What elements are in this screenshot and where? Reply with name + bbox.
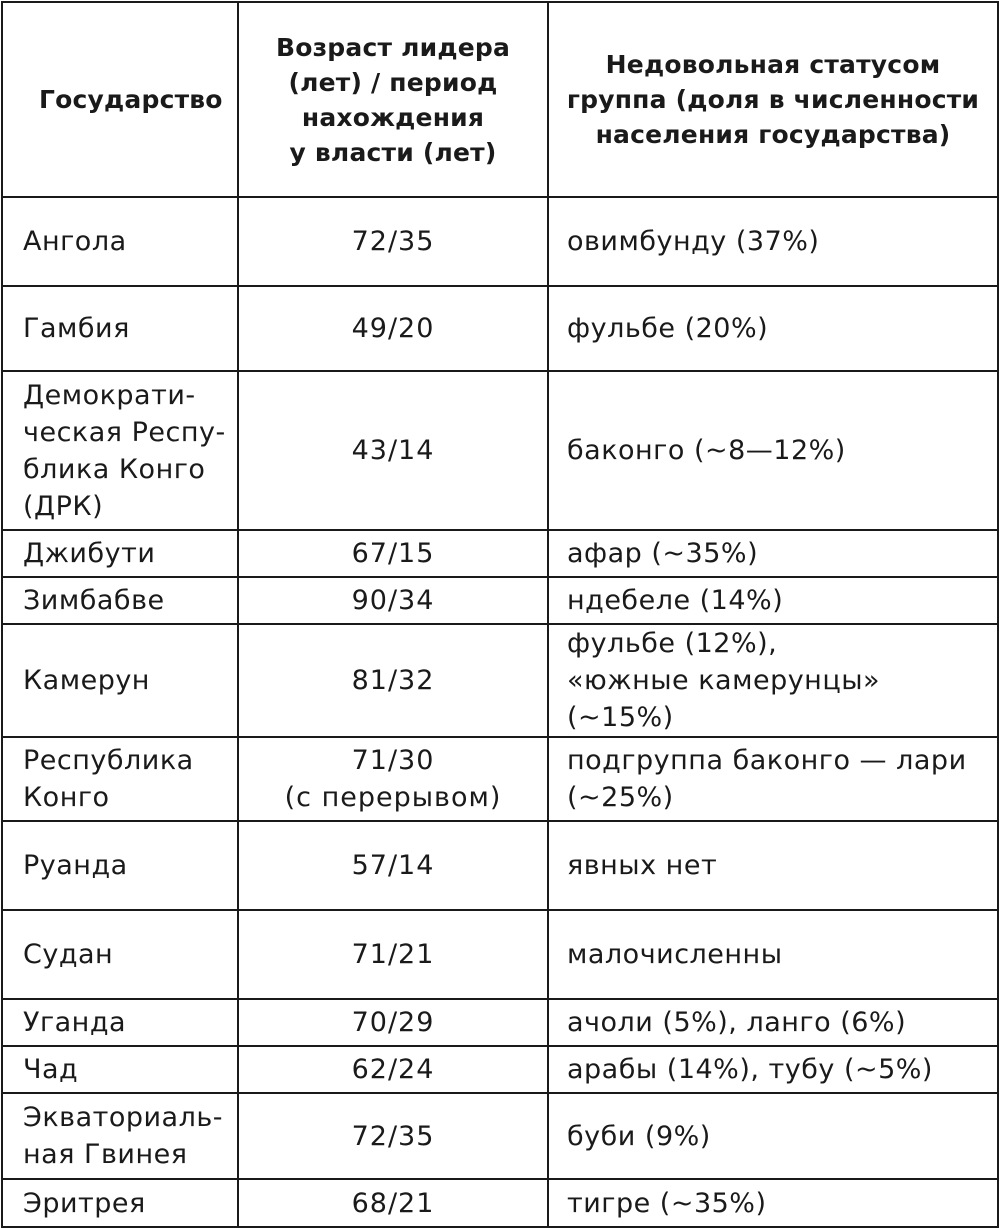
cell-leader	[238, 624, 548, 737]
cell-group-text: арабы (14%), тубу (~5%)	[567, 1054, 933, 1085]
cell-group	[548, 910, 998, 999]
cell-group-text: подгруппа баконго — лари	[567, 745, 967, 776]
cell-leader-text: 90/34	[351, 585, 435, 616]
cell-group	[548, 371, 998, 530]
cell-state	[2, 821, 238, 910]
table-row	[2, 910, 998, 999]
cell-group	[548, 1093, 998, 1179]
table-row	[2, 530, 998, 577]
cell-state	[2, 624, 238, 737]
header-leader-line: Возраст лидера	[275, 32, 511, 62]
cell-group-text: фульбе (12%),	[567, 628, 778, 659]
cell-state	[2, 530, 238, 577]
cell-leader	[238, 910, 548, 999]
cell-leader-text: 81/32	[351, 665, 435, 696]
header-group-line: Недовольная статусом	[605, 50, 941, 79]
cell-group-text: фульбе (20%)	[567, 313, 769, 344]
cell-state-text: Зимбабве	[23, 585, 165, 616]
cell-state-text: Ангола	[23, 226, 127, 257]
table-row	[2, 577, 998, 624]
cell-leader	[238, 1093, 548, 1179]
cell-state	[2, 577, 238, 624]
header-group-line: населения государства)	[595, 120, 951, 149]
cell-state	[2, 1093, 238, 1179]
table-row	[2, 1179, 998, 1227]
cell-group-text: буби (9%)	[567, 1120, 711, 1152]
cell-state-text: Судан	[23, 939, 114, 970]
table-row	[2, 624, 998, 737]
table-row	[2, 286, 998, 371]
header-leader-line: (лет) / период	[288, 67, 498, 97]
table-row	[2, 999, 998, 1046]
header-leader	[238, 2, 548, 197]
cell-group-text: малочисленны	[567, 939, 783, 970]
cell-leader	[238, 1046, 548, 1093]
cell-state	[2, 999, 238, 1046]
cell-leader	[238, 286, 548, 371]
cell-leader-text: (с перерывом)	[284, 782, 502, 813]
cell-group-text: ачоли (5%), ланго (6%)	[567, 1007, 907, 1038]
cell-group	[548, 577, 998, 624]
cell-group	[548, 530, 998, 577]
cell-group	[548, 286, 998, 371]
table-row	[2, 821, 998, 910]
cell-leader	[238, 577, 548, 624]
cell-leader	[238, 999, 548, 1046]
cell-leader	[238, 530, 548, 577]
cell-state-text: Демократи-	[23, 379, 196, 411]
cell-group	[548, 821, 998, 910]
header-group-line: группа (доля в численности	[566, 85, 980, 114]
cell-group-text: «южные камерунцы» (~15%)	[567, 665, 881, 733]
cell-leader	[238, 821, 548, 910]
cell-leader-text: 70/29	[351, 1007, 435, 1038]
header-state-text: Государство	[39, 85, 223, 114]
leaders-table	[1, 1, 999, 1228]
cell-state	[2, 737, 238, 821]
cell-group-text: тигре (~35%)	[567, 1187, 767, 1219]
cell-group	[548, 624, 998, 737]
cell-state-text: Конго	[23, 782, 110, 813]
cell-state-text: Уганда	[23, 1007, 127, 1038]
cell-leader-text: 43/14	[351, 435, 435, 466]
header-leader-line: у власти (лет)	[289, 137, 497, 167]
cell-group-text: (~25%)	[567, 782, 674, 813]
cell-leader-text: 57/14	[351, 850, 435, 881]
cell-state	[2, 197, 238, 286]
cell-state	[2, 371, 238, 530]
cell-group-text: ндебеле (14%)	[567, 585, 784, 616]
cell-state	[2, 1179, 238, 1227]
cell-state-text: Джибути	[23, 538, 156, 569]
cell-leader-text: 72/35	[351, 1120, 435, 1152]
cell-state-text: Эритрея	[23, 1187, 146, 1219]
table-row	[2, 737, 998, 821]
cell-group-text: явных нет	[567, 850, 718, 881]
cell-state-text: Республика	[23, 745, 194, 776]
cell-state-text: Гамбия	[23, 313, 130, 344]
cell-group	[548, 197, 998, 286]
cell-leader-text: 68/21	[351, 1187, 435, 1219]
cell-state-text: (ДРК)	[23, 490, 104, 522]
table-row	[2, 371, 998, 530]
cell-group	[548, 737, 998, 821]
cell-group-text: баконго (~8—12%)	[567, 435, 846, 466]
cell-state	[2, 1046, 238, 1093]
header-state	[2, 2, 238, 197]
cell-state-text: ная Гвинея	[23, 1139, 188, 1170]
cell-leader-text: 72/35	[351, 226, 435, 257]
table-row	[2, 197, 998, 286]
cell-leader	[238, 197, 548, 286]
cell-group-text: овимбунду (37%)	[567, 226, 820, 257]
cell-state-text: Камерун	[23, 665, 150, 696]
cell-leader-text: 67/15	[351, 538, 435, 569]
cell-group	[548, 1179, 998, 1227]
cell-state	[2, 286, 238, 371]
table-row	[2, 1093, 998, 1179]
header-group	[548, 2, 998, 197]
cell-state-text: ческая Респу-	[23, 416, 226, 448]
cell-group	[548, 1046, 998, 1093]
header-leader-line: нахождения	[301, 102, 485, 132]
cell-leader-text: 62/24	[351, 1054, 435, 1085]
cell-leader	[238, 1179, 548, 1227]
cell-leader	[238, 737, 548, 821]
cell-state-text: блика Конго	[23, 453, 206, 485]
header-row	[2, 2, 998, 197]
cell-state	[2, 910, 238, 999]
cell-leader-text: 49/20	[351, 313, 435, 344]
cell-state-text: Руанда	[23, 850, 128, 881]
cell-leader-text: 71/21	[351, 939, 435, 970]
cell-state-text: Экваториаль-	[23, 1102, 224, 1133]
cell-group	[548, 999, 998, 1046]
table-row	[2, 1046, 998, 1093]
cell-leader-text: 71/30	[351, 745, 435, 776]
cell-leader	[238, 371, 548, 530]
cell-group-text: афар (~35%)	[567, 538, 759, 569]
cell-state-text: Чад	[23, 1054, 79, 1085]
